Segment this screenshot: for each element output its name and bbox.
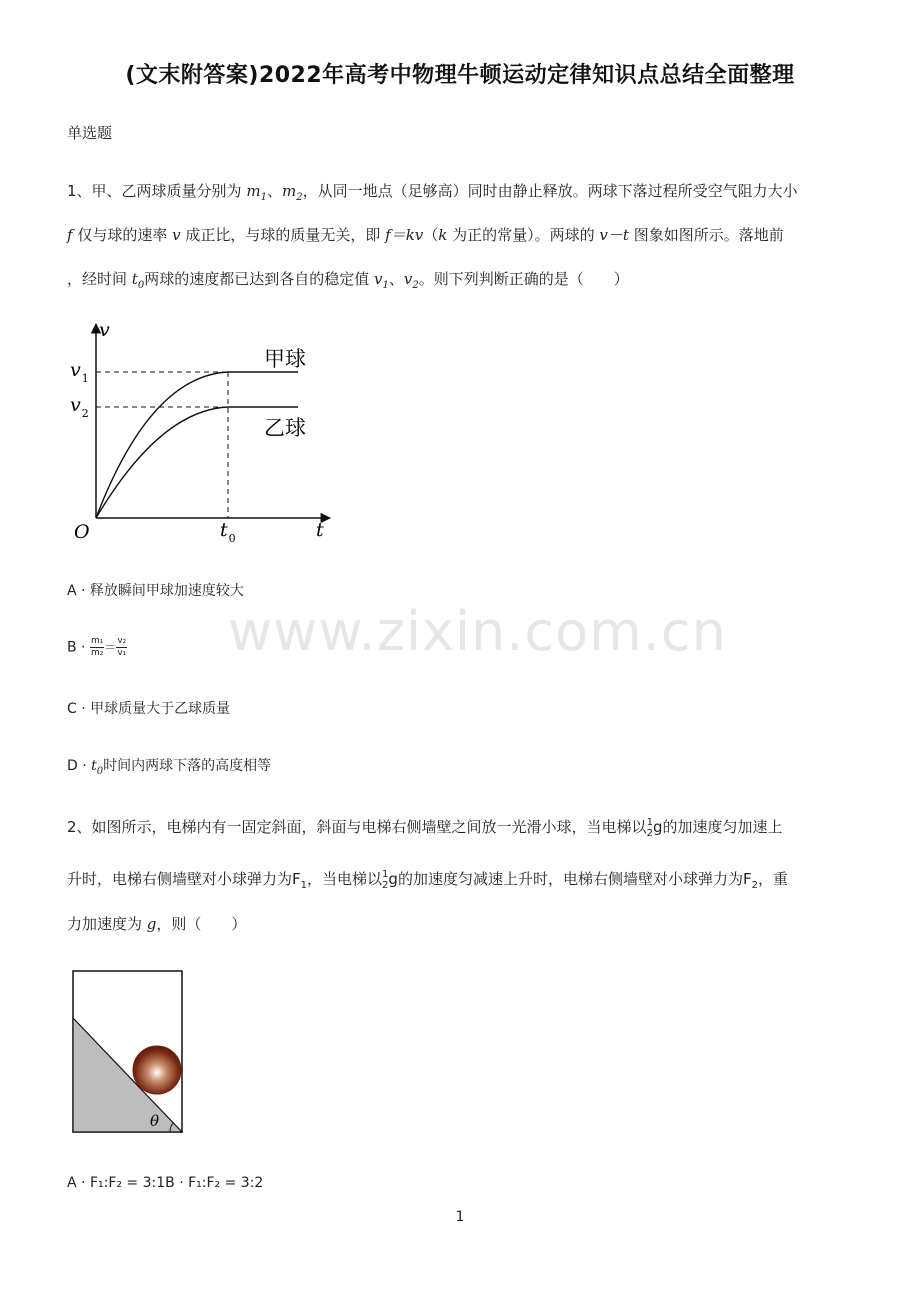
theta-label: θ bbox=[150, 1112, 160, 1130]
q1-m2-sub: 2 bbox=[296, 192, 303, 203]
page-number: 1 bbox=[455, 1209, 465, 1225]
elevator-figure bbox=[70, 968, 186, 1136]
q1-m2: m bbox=[281, 182, 297, 200]
option-d-t0: t bbox=[91, 758, 97, 774]
q1-v2: v bbox=[403, 270, 413, 288]
ratio-m bbox=[90, 636, 104, 659]
q2-text: ，重 bbox=[757, 870, 788, 888]
option-d-text: 时间内两球下落的高度相等 bbox=[103, 758, 272, 774]
q2-g: g bbox=[388, 870, 398, 888]
q1-text: 成正比，与球的质量无关，即 bbox=[180, 226, 386, 244]
option-d-prefix: D · bbox=[67, 758, 92, 774]
q2-F1: F bbox=[292, 870, 301, 888]
q1-option-b bbox=[67, 636, 127, 659]
q1-text: 仅与球的速率 bbox=[72, 226, 173, 244]
q2-line-1 bbox=[67, 816, 782, 839]
q1-line-3 bbox=[67, 268, 629, 291]
page-title: (文末附答案)2022年高考中物理牛顿运动定律知识点总结全面整理 bbox=[125, 63, 795, 88]
q2-text: 2、如图所示，电梯内有一固定斜面，斜面与电梯右侧墙壁之间放一光滑小球，当电梯以 bbox=[67, 818, 647, 836]
frac-num: 1 bbox=[382, 868, 389, 880]
t0-label: $t_0$ bbox=[220, 519, 236, 545]
q1-t0: t bbox=[131, 270, 138, 288]
q1-text: ，经时间 bbox=[67, 270, 132, 288]
q2-F2-sub: 2 bbox=[751, 880, 758, 891]
frac-den: v₁ bbox=[117, 648, 127, 658]
q2-line-3 bbox=[67, 913, 246, 934]
q1-t0-sub: 0 bbox=[137, 280, 145, 291]
vt-graph bbox=[68, 318, 338, 550]
q1-m1: m bbox=[246, 182, 261, 200]
q1-m1-sub: 1 bbox=[260, 192, 267, 203]
frac-den: 2 bbox=[382, 879, 389, 891]
q2-g: g bbox=[652, 818, 663, 836]
q2-g-italic: g bbox=[146, 915, 157, 933]
frac-num: m₁ bbox=[90, 636, 104, 646]
q2-F2: F bbox=[742, 870, 752, 888]
ratio-v bbox=[116, 636, 127, 659]
q1-v1: v bbox=[373, 270, 383, 288]
q2-text: 的加速度匀加速上 bbox=[662, 818, 783, 836]
q1-text: ，从同一地点（足够高）同时由静止释放。两球下落过程所受空气阻力大小 bbox=[302, 182, 798, 200]
q2-F1-sub: 1 bbox=[300, 880, 308, 891]
label-yi: 乙球 bbox=[264, 416, 306, 440]
q2-text: 升时，电梯右侧墙壁对小球弹力为 bbox=[67, 870, 293, 888]
ball bbox=[133, 1046, 181, 1094]
equals-sign: ＝ bbox=[104, 640, 117, 655]
option-d-t0-sub: 0 bbox=[96, 765, 104, 777]
q1-text: 1、甲、乙两球质量分别为 bbox=[67, 182, 247, 200]
q1-v1-sub: 1 bbox=[382, 280, 389, 291]
option-b-prefix: B · bbox=[67, 639, 90, 656]
q1-text: 两球的速度都已达到各自的稳定值 bbox=[144, 270, 374, 288]
q2-option-a-prefix: A · bbox=[67, 1175, 90, 1191]
axis-v-label: v bbox=[99, 319, 110, 341]
q2-text: 力加速度为 bbox=[67, 915, 147, 933]
curve-jia bbox=[96, 372, 298, 518]
q1-text: 为正的常量）。两球的 bbox=[447, 226, 600, 244]
q2-text: 的加速度匀减速上升时，电梯右侧墙壁对小球弹力为 bbox=[397, 870, 743, 888]
label-jia: 甲球 bbox=[264, 347, 306, 371]
v1-label: $v_1$ bbox=[70, 359, 89, 385]
frac-den: m₂ bbox=[90, 648, 104, 658]
q1-sep: 、 bbox=[266, 182, 282, 200]
q2-option-b-prefix: B · bbox=[165, 1175, 189, 1191]
q1-f: f bbox=[67, 226, 73, 244]
q1-option-a: A · 释放瞬间甲球加速度较大 bbox=[67, 583, 244, 599]
q2-option-b: F₁:F₂ = 3:2 bbox=[188, 1175, 264, 1191]
q1-v2-sub: 2 bbox=[412, 280, 419, 291]
frac-num: 1 bbox=[646, 816, 653, 828]
origin-label: O bbox=[74, 521, 90, 543]
q2-text: ，则（ ） bbox=[156, 915, 247, 933]
q1-text: 图象如图所示。落地前 bbox=[628, 226, 784, 244]
q1-formula: f＝kv bbox=[385, 226, 424, 244]
q1-vt: v－t bbox=[599, 226, 629, 244]
q1-line-2 bbox=[67, 224, 784, 245]
q1-text: （ bbox=[423, 226, 439, 244]
q1-k: k bbox=[438, 226, 448, 244]
q1-option-c: C · 甲球质量大于乙球质量 bbox=[67, 701, 231, 717]
q1-line-1 bbox=[67, 180, 798, 203]
q2-text: ，当电梯以 bbox=[307, 870, 383, 888]
q1-v: v bbox=[172, 226, 181, 244]
section-heading: 单选题 bbox=[67, 124, 113, 142]
q1-text: 。则下列判断正确的是（ ） bbox=[418, 270, 629, 288]
q2-line-2 bbox=[67, 868, 788, 891]
watermark: www.zixin.com.cn bbox=[228, 600, 727, 663]
v2-label: $v_2$ bbox=[70, 394, 89, 420]
frac-num: v₂ bbox=[117, 636, 127, 646]
q1-sep: 、 bbox=[388, 270, 404, 288]
axis-t-label: t bbox=[316, 519, 324, 541]
frac-den: 2 bbox=[646, 827, 653, 839]
q2-options-row bbox=[67, 1175, 263, 1191]
q2-option-a: F₁:F₂ = 3:1 bbox=[89, 1175, 166, 1191]
q1-option-d bbox=[67, 755, 271, 777]
